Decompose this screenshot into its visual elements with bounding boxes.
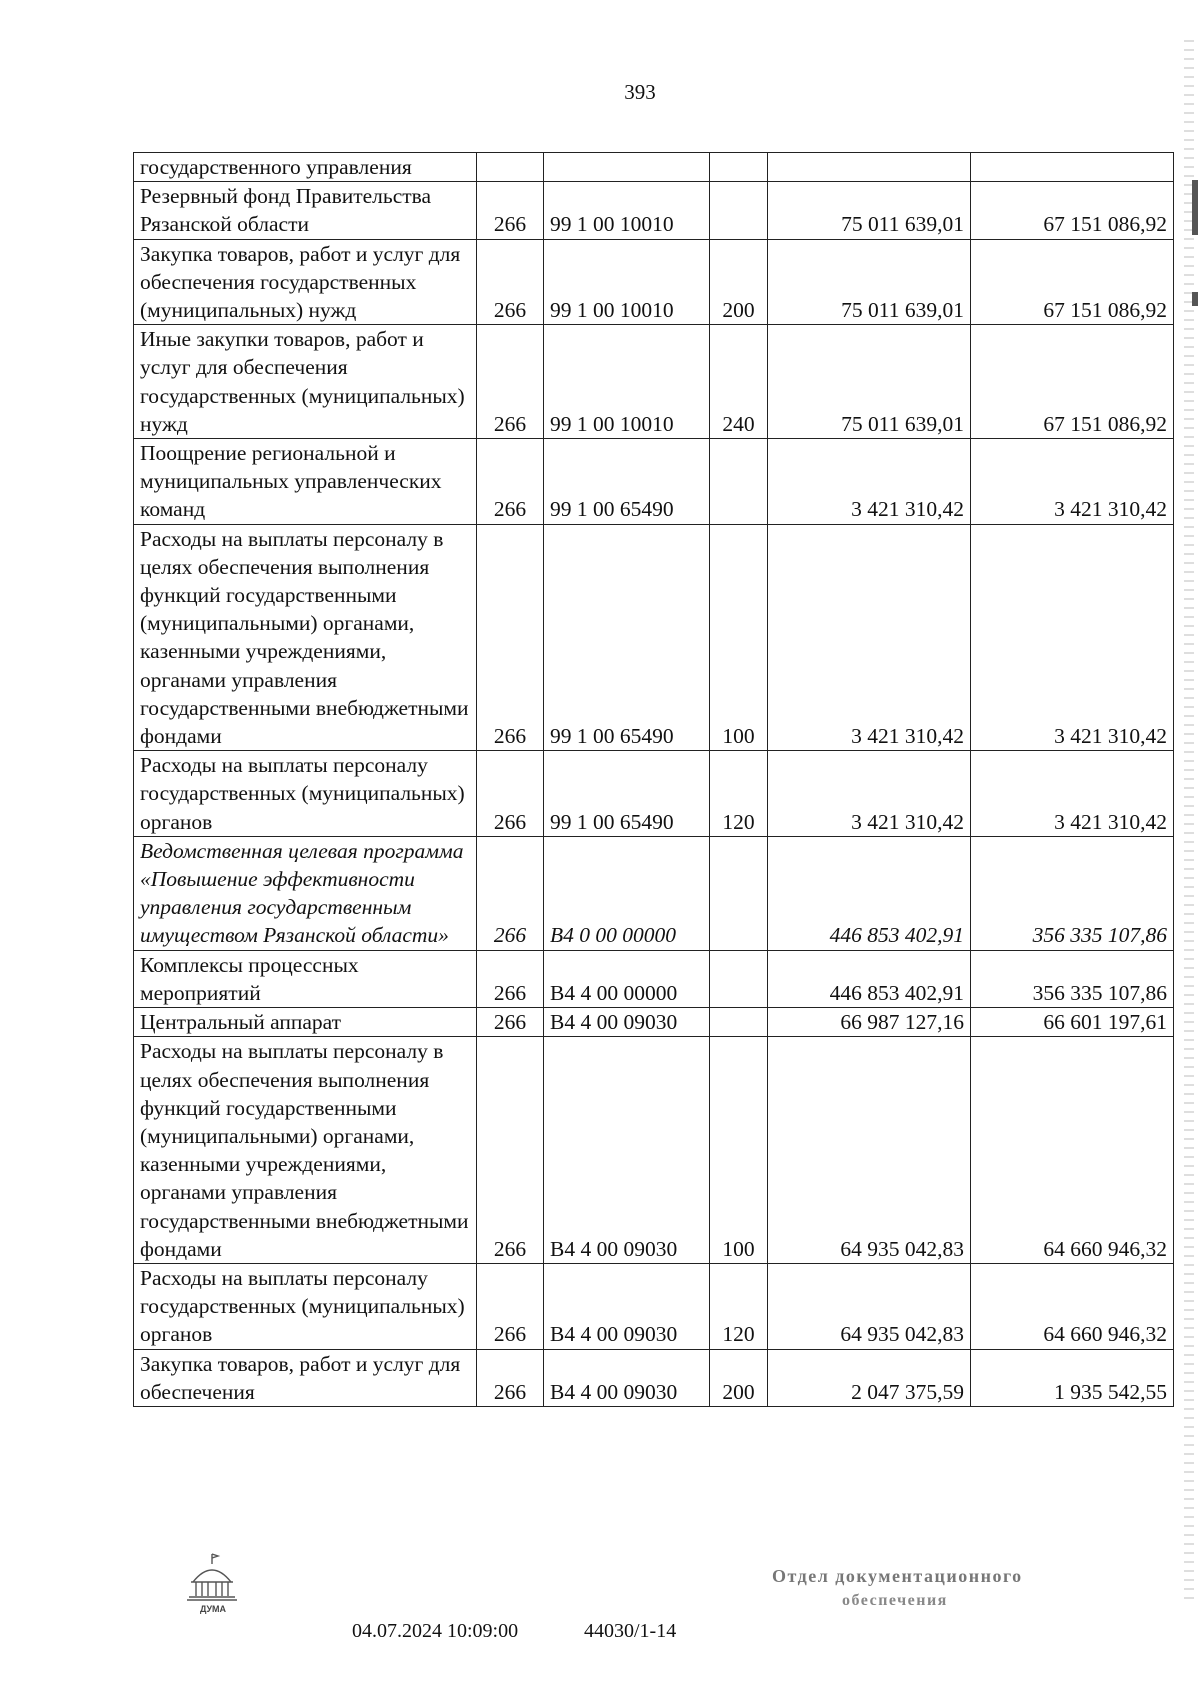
row-sum-1: 75 011 639,01 (768, 325, 971, 439)
row-ved: 266 (477, 439, 544, 525)
table-row (134, 751, 1174, 837)
row-csr: В4 4 00 09030 (544, 1008, 710, 1037)
row-csr: 99 1 00 65490 (544, 751, 710, 837)
table-row (134, 524, 1174, 751)
row-ved: 266 (477, 950, 544, 1007)
table-row (134, 239, 1174, 325)
row-sum-2: 67 151 086,92 (971, 239, 1174, 325)
row-sum-1: 64 935 042,83 (768, 1037, 971, 1264)
row-vr (710, 950, 768, 1007)
row-sum-2: 356 335 107,86 (971, 950, 1174, 1007)
row-vr (710, 1008, 768, 1037)
row-name: государственного управления (134, 153, 477, 182)
row-sum-1: 75 011 639,01 (768, 182, 971, 239)
row-ved: 266 (477, 1008, 544, 1037)
table-row (134, 1008, 1174, 1037)
row-vr (710, 153, 768, 182)
row-sum-2: 3 421 310,42 (971, 751, 1174, 837)
table-row (134, 1037, 1174, 1264)
row-ved: 266 (477, 1263, 544, 1349)
row-csr: В4 4 00 00000 (544, 950, 710, 1007)
row-name: Закупка товаров, работ и услуг для обеспечения (134, 1349, 477, 1406)
row-csr (544, 153, 710, 182)
row-vr: 200 (710, 1349, 768, 1406)
row-csr: В4 4 00 09030 (544, 1263, 710, 1349)
row-csr: 99 1 00 10010 (544, 325, 710, 439)
row-name: Центральный аппарат (134, 1008, 477, 1037)
row-name: Расходы на выплаты персоналу в целях обеспечения выполнения функций государственными (муниципальными) органами, казенными учреждениями, органами управления государственными внебюджетными фондами (134, 524, 477, 751)
scan-edge-artifact (1184, 40, 1194, 1600)
row-csr: 99 1 00 65490 (544, 524, 710, 751)
row-vr: 120 (710, 751, 768, 837)
row-sum-1: 3 421 310,42 (768, 751, 971, 837)
row-sum-2: 1 935 542,55 (971, 1349, 1174, 1406)
row-vr: 200 (710, 239, 768, 325)
row-sum-2: 3 421 310,42 (971, 524, 1174, 751)
row-name: Иные закупки товаров, работ и услуг для обеспечения государственных (муниципальных) нужд (134, 325, 477, 439)
row-ved: 266 (477, 524, 544, 751)
row-vr: 100 (710, 1037, 768, 1264)
row-ved: 266 (477, 325, 544, 439)
row-vr (710, 182, 768, 239)
row-csr: 99 1 00 10010 (544, 239, 710, 325)
row-sum-2: 64 660 946,32 (971, 1263, 1174, 1349)
row-vr (710, 836, 768, 950)
row-sum-1 (768, 153, 971, 182)
row-vr: 100 (710, 524, 768, 751)
table-row (134, 182, 1174, 239)
row-sum-2 (971, 153, 1174, 182)
row-sum-2: 64 660 946,32 (971, 1037, 1174, 1264)
budget-table (133, 152, 1174, 1407)
page-number: 393 (624, 80, 656, 104)
row-sum-2: 67 151 086,92 (971, 325, 1174, 439)
row-csr: В4 4 00 09030 (544, 1037, 710, 1264)
row-sum-2: 356 335 107,86 (971, 836, 1174, 950)
table-row (134, 950, 1174, 1007)
row-sum-1: 446 853 402,91 (768, 836, 971, 950)
row-name: Расходы на выплаты персоналу государственных (муниципальных) органов (134, 751, 477, 837)
row-name: Комплексы процессных мероприятий (134, 950, 477, 1007)
row-ved: 266 (477, 836, 544, 950)
row-sum-2: 66 601 197,61 (971, 1008, 1174, 1037)
row-vr (710, 439, 768, 525)
row-ved: 266 (477, 1037, 544, 1264)
row-ved: 266 (477, 239, 544, 325)
table-row (134, 153, 1174, 182)
row-sum-1: 3 421 310,42 (768, 439, 971, 525)
logo-caption: ДУМА (199, 1604, 227, 1614)
row-name: Поощрение региональной и муниципальных управленческих команд (134, 439, 477, 525)
table-row (134, 439, 1174, 525)
row-vr: 240 (710, 325, 768, 439)
scan-mark (1192, 180, 1198, 235)
scan-mark (1192, 292, 1198, 306)
row-sum-1: 64 935 042,83 (768, 1263, 971, 1349)
footer-datetime: 04.07.2024 10:09:00 (352, 1620, 519, 1642)
row-csr: 99 1 00 65490 (544, 439, 710, 525)
row-name: Закупка товаров, работ и услуг для обеспечения государственных (муниципальных) нужд (134, 239, 477, 325)
row-name: Ведомственная целевая программа «Повышение эффективности управления государственным имуществом Рязанской области» (134, 836, 477, 950)
row-sum-1: 2 047 375,59 (768, 1349, 971, 1406)
row-csr: В4 0 00 00000 (544, 836, 710, 950)
row-csr: В4 4 00 09030 (544, 1349, 710, 1406)
row-name: Резервный фонд Правительства Рязанской области (134, 182, 477, 239)
row-sum-2: 3 421 310,42 (971, 439, 1174, 525)
row-ved: 266 (477, 182, 544, 239)
row-sum-1: 75 011 639,01 (768, 239, 971, 325)
row-ved: 266 (477, 1349, 544, 1406)
row-sum-1: 3 421 310,42 (768, 524, 971, 751)
table-row (134, 325, 1174, 439)
row-name: Расходы на выплаты персоналу государственных (муниципальных) органов (134, 1263, 477, 1349)
row-csr: 99 1 00 10010 (544, 182, 710, 239)
footer-doc-number: 44030/1-14 (584, 1620, 677, 1642)
row-ved (477, 153, 544, 182)
row-name: Расходы на выплаты персоналу в целях обеспечения выполнения функций государственными (муниципальными) органами, казенными учреждениями, органами управления государственными внебюджетными фондами (134, 1037, 477, 1264)
table-row (134, 1349, 1174, 1406)
table-row (134, 1263, 1174, 1349)
row-sum-1: 446 853 402,91 (768, 950, 971, 1007)
table-row (134, 836, 1174, 950)
row-sum-1: 66 987 127,16 (768, 1008, 971, 1037)
row-vr: 120 (710, 1263, 768, 1349)
duma-logo-icon (183, 1552, 241, 1612)
stamp-department: Отдел документационного (772, 1566, 1023, 1586)
stamp-department-sub: обеспечения (842, 1592, 948, 1609)
row-sum-2: 67 151 086,92 (971, 182, 1174, 239)
row-ved: 266 (477, 751, 544, 837)
